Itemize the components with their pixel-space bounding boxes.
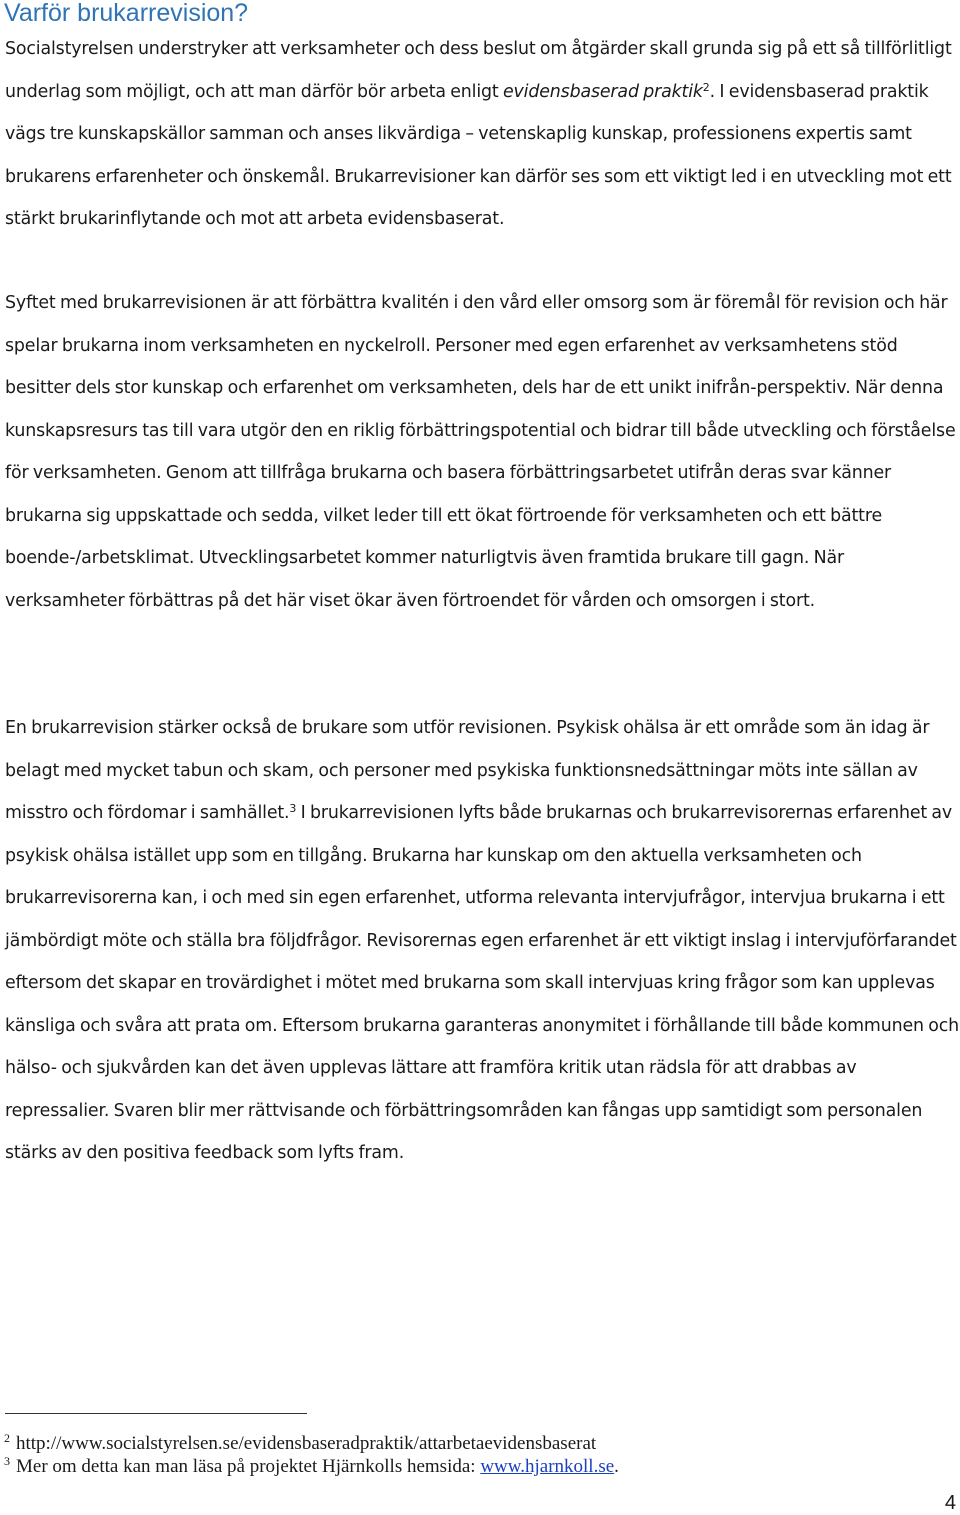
footnote-text: http://www.socialstyrelsen.se/evidensbaseradpraktik/attarbetaevidensbaserat [16,1433,597,1454]
paragraph-text: I brukarrevisionen lyfts både brukarnas och brukarrevisorernas erfarenhet av psykisk ohälsa istället upp som en tillgång. Brukarna har kunskap om den aktuella verksamheten och brukarrevisorerna kan, i och med sin egen erfarenhet, utforma relevanta intervjufrågor, intervjua brukarna i ett jämbördigt möte och ställa bra följdfrågor. Revisorernas egen erfarenhet är ett viktigt inslag i intervjuförfarandet eftersom det skapar en trovärdighet i mötet med brukarna som skall intervjuas kring frågor som kan upplevas känsliga och svåra att prata om. Eftersom brukarna garanteras anonymitet i förhållande till både kommunen och hälso- och sjukvården kan det även upplevas lättare att framföra kritik utan rädsla för att drabbas av repressalier. Svaren blir mer rättvisande och förbättringsområden kan fångas upp samtidigt som personalen stärks av den positiva feedback som lyfts fram. [5,803,960,1163]
section-heading: Varför brukarrevision? [4,0,249,27]
footnote-number: 3 [4,1454,10,1468]
footnote-reference[interactable]: 2 [702,80,710,94]
hjarnkoll-link[interactable]: www.hjarnkoll.se [480,1456,615,1477]
footnote-number: 2 [4,1431,10,1445]
footnote-3 [4,1450,619,1478]
italic-term: evidensbaserad praktik [502,81,703,102]
footnote-separator [5,1413,307,1414]
paragraph-text: Socialstyrelsen understryker att verksamheter och dess beslut om åtgärder skall grunda sig på ett så tillförlitligt underlag som möjligt, och att man därför bör arbeta enligt [5,39,952,102]
footnote-reference[interactable]: 3 [289,802,297,815]
page-number: 4 [944,1492,956,1514]
footnote-text: Mer om detta kan man läsa på projektet Hjärnkolls hemsida: [16,1456,481,1477]
paragraph-strengthens-auditors [5,707,960,1175]
paragraph-evidence-based-practice [5,28,960,241]
footnote-trailing: . [614,1456,619,1477]
paragraph-text: . I evidensbaserad praktik vägs tre kunskapskällor samman och anses likvärdiga – vetenskaplig kunskap, professionens expertis samt brukarens erfarenheter och önskemål. Brukarrevisioner kan därför ses som ett viktigt led i en utveckling mot ett stärkt brukarinflytande och mot att arbeta evidensbaserat. [5,81,952,229]
paragraph-text: En brukarrevision stärker också de brukare som utför revisionen. Psykisk ohälsa är ett område som än idag är belagt med mycket tabun och skam, och personer med psykiska funktionsnedsättningar möts inte sällan av misstro och fördomar i samhället. [5,718,930,823]
paragraph-purpose: Syftet med brukarrevisionen är att förbättra kvalitén i den vård eller omsorg som är föremål för revision och här spelar brukarna inom verksamheten en nyckelroll. Personer med egen erfarenhet av verksamhetens stöd besitter dels stor kunskap och erfarenhet om verksamheten, dels har de ett unikt inifrån-perspektiv. När denna kunskapsresurs tas till vara utgör den en riklig förbättringspotential och bidrar till både utveckling och förståelse för verksamheten. Genom att tillfråga brukarna och basera förbättringsarbetet utifrån deras svar känner brukarna sig uppskattade och sedda, vilket leder till ett ökat förtroende för verksamheten och ett bättre boende-/arbetsklimat. Utvecklingsarbetet kommer naturligtvis även framtida brukare till gagn. När verksamheter förbättras på det här viset ökar även förtroendet för vården och omsorgen i stort. [5,293,956,611]
